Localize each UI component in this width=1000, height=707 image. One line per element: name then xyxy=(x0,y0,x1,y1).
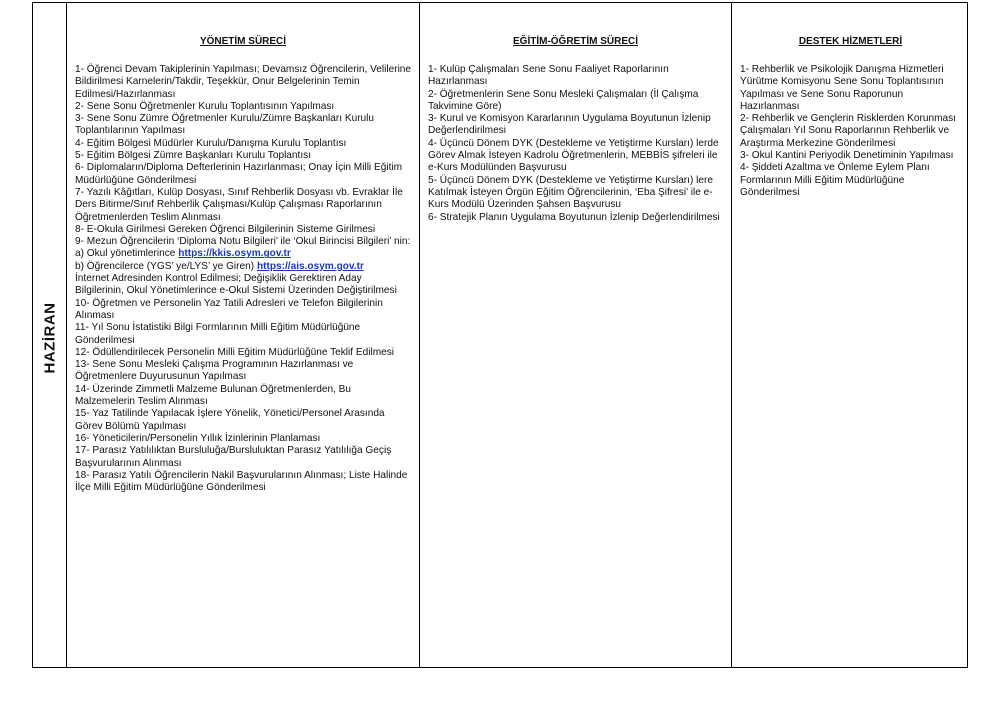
list-item: 8- E-Okula Girilmesi Gereken Öğrenci Bilgilerinin Sisteme Girilmesi xyxy=(75,223,376,235)
list-item: 6- Diplomaların/Diploma Defterlerinin Hazırlanması; Onay İçin Milli Eğitim Müdürlüğüne Gönderilmesi xyxy=(75,162,403,186)
list-item: 1- Öğrenci Devam Takiplerinin Yapılması; Devamsız Öğrencilerin, Velilerine Bildirilmesi Karnelerin/Takdir, Teşekkür, Onur Belgelerinin Temin Edilmesi/Hazırlanması xyxy=(75,64,412,100)
list-item: 10- Öğretmen ve Personelin Yaz Tatili Adresleri ve Telefon Bilgilerinin Alınması xyxy=(75,297,383,321)
list-item: 6- Stratejik Planın Uygulama Boyutunun İzlenip Değerlendirilmesi xyxy=(428,211,720,223)
item-9a-text: a) Okul yönetimlerince xyxy=(75,248,179,260)
list-item: 11- Yıl Sonu İstatistiki Bilgi Formlarının Milli Eğitim Müdürlüğüne Gönderilmesi xyxy=(75,322,361,346)
list-item: 3- Kurul ve Komisyon Kararlarının Uygulama Boyutunun İzlenip Değerlendirilmesi xyxy=(428,113,711,137)
support-heading: DESTEK HİZMETLERİ xyxy=(798,36,903,47)
education-list xyxy=(428,64,725,224)
management-heading: YÖNETİM SÜRECİ xyxy=(199,36,287,47)
list-item-9b xyxy=(75,261,413,273)
list-item: 4- Şiddeti Azaltma ve Önleme Eylem Planı Formlarının Milli Eğitim Müdürlüğüne Gönderilmesi xyxy=(740,162,930,198)
ais-link[interactable]: https://ais.osym.gov.tr xyxy=(256,260,364,272)
list-item: 12- Ödüllendirilecek Personelin Milli Eğitim Müdürlüğüne Teklif Edilmesi xyxy=(75,346,395,358)
kkis-link[interactable]: https://kkis.osym.gov.tr xyxy=(178,248,291,260)
education-heading: EĞİTİM-ÖĞRETİM SÜRECİ xyxy=(513,36,638,47)
item-9b-text: b) Öğrencilerce (YGS’ ye/LYS’ ye Giren) xyxy=(75,260,257,272)
list-item: 17- Parasız Yatılılıktan Bursluluğa/Bursluluktan Parasız Yatılılığa Geçiş Başvurularının Alınması xyxy=(75,445,392,469)
support-column xyxy=(732,3,969,667)
list-item: 9- Mezun Öğrencilerin ‘Diploma Notu Bilgileri’ ile ‘Okul Birincisi Bilgileri’ nin: xyxy=(75,236,411,248)
list-item: 2- Rehberlik ve Gençlerin Risklerden Korunması Çalışmaları Yıl Sonu Raporlarının Rehberlik ve Araştırma Merkezine Gönderilmesi xyxy=(740,113,956,149)
list-item: 4- Üçüncü Dönem DYK (Destekleme ve Yetiştirme Kursları) lerde Görev Almak İsteyen Kadrolu Öğretmenlerin, MEBBİS şifreleri ile e-Kurs Modülünden Başvurusu xyxy=(428,137,719,174)
support-list xyxy=(740,64,963,199)
list-item: 1- Kulüp Çalışmaları Sene Sonu Faaliyet Raporlarının Hazırlanması xyxy=(428,64,669,88)
list-item: 5- Eğitim Bölgesi Zümre Başkanları Kurulu Toplantısı xyxy=(75,150,311,162)
list-item: 2- Sene Sonu Öğretmenler Kurulu Toplantısının Yapılması xyxy=(75,100,335,112)
plan-table xyxy=(32,2,968,668)
month-column xyxy=(33,3,67,667)
list-item: 7- Yazılı Kâğıtları, Kulüp Dosyası, Sınıf Rehberlik Dosyası vb. Evraklar İle Ders Bitirme/Sınıf Rehberlik Çalışması/Kulüp Çalışması Raporlarının Öğretmenlerden Teslim Alınması xyxy=(75,186,403,223)
list-item: 16- Yöneticilerin/Personelin Yıllık İzinlerinin Planlaması xyxy=(75,432,321,444)
list-item: 1- Rehberlik ve Psikolojik Danışma Hizmetleri Yürütme Komisyonu Sene Sonu Toplantısının Yapılması ve Sene Sonu Raporunun Hazırlanması xyxy=(740,64,944,112)
list-item-9a xyxy=(75,248,413,260)
list-item: 14- Üzerinde Zimmetli Malzeme Bulunan Öğretmenlerden, Bu Malzemelerin Teslim Alınması xyxy=(75,383,352,408)
list-item: 3- Okul Kantini Periyodik Denetiminin Yapılması xyxy=(740,150,954,162)
list-item: 18- Parasız Yatılı Öğrencilerin Nakil Başvurularının Alınması; Liste Halinde İlçe Milli Eğitim Müdürlüğüne Gönderilmesi xyxy=(75,469,408,494)
list-item: 15- Yaz Tatilinde Yapılacak İşlere Yönelik, Yönetici/Personel Arasında Görev Bölümü Yapılması xyxy=(75,408,385,432)
list-item: 13- Sene Sonu Mesleki Çalışma Programının Hazırlanması ve Öğretmenlere Duyurusunun Yapılması xyxy=(75,359,354,383)
list-item: 2- Öğretmenlerin Sene Sonu Mesleki Çalışmaları (İl Çalışma Takvimine Göre) xyxy=(428,88,699,112)
list-item: 3- Sene Sonu Zümre Öğretmenler Kurulu/Zümre Başkanları Kurulu Toplantılarının Yapılması xyxy=(75,113,375,137)
list-item: İnternet Adresinden Kontrol Edilmesi; Değişiklik Gerektiren Aday Bilgilerinin, Okul Yönetimlerince e-Okul Sistemi Üzerinden Değiştirilmesi xyxy=(75,273,397,297)
education-column xyxy=(420,3,732,667)
management-list xyxy=(75,64,413,494)
list-item: 5- Üçüncü Dönem DYK (Destekleme ve Yetiştirme Kursları) lere Katılmak İsteyen Örgün Eğitim Öğrencilerinin, ‘Eba Şifresi’ ile e- Kurs Modülü Üzerinden Şahsen Başvurusu xyxy=(428,174,713,211)
management-column xyxy=(67,3,420,667)
list-item: 4- Eğitim Bölgesi Müdürler Kurulu/Danışma Kurulu Toplantısı xyxy=(75,137,347,149)
month-label: HAZİRAN xyxy=(41,302,58,374)
